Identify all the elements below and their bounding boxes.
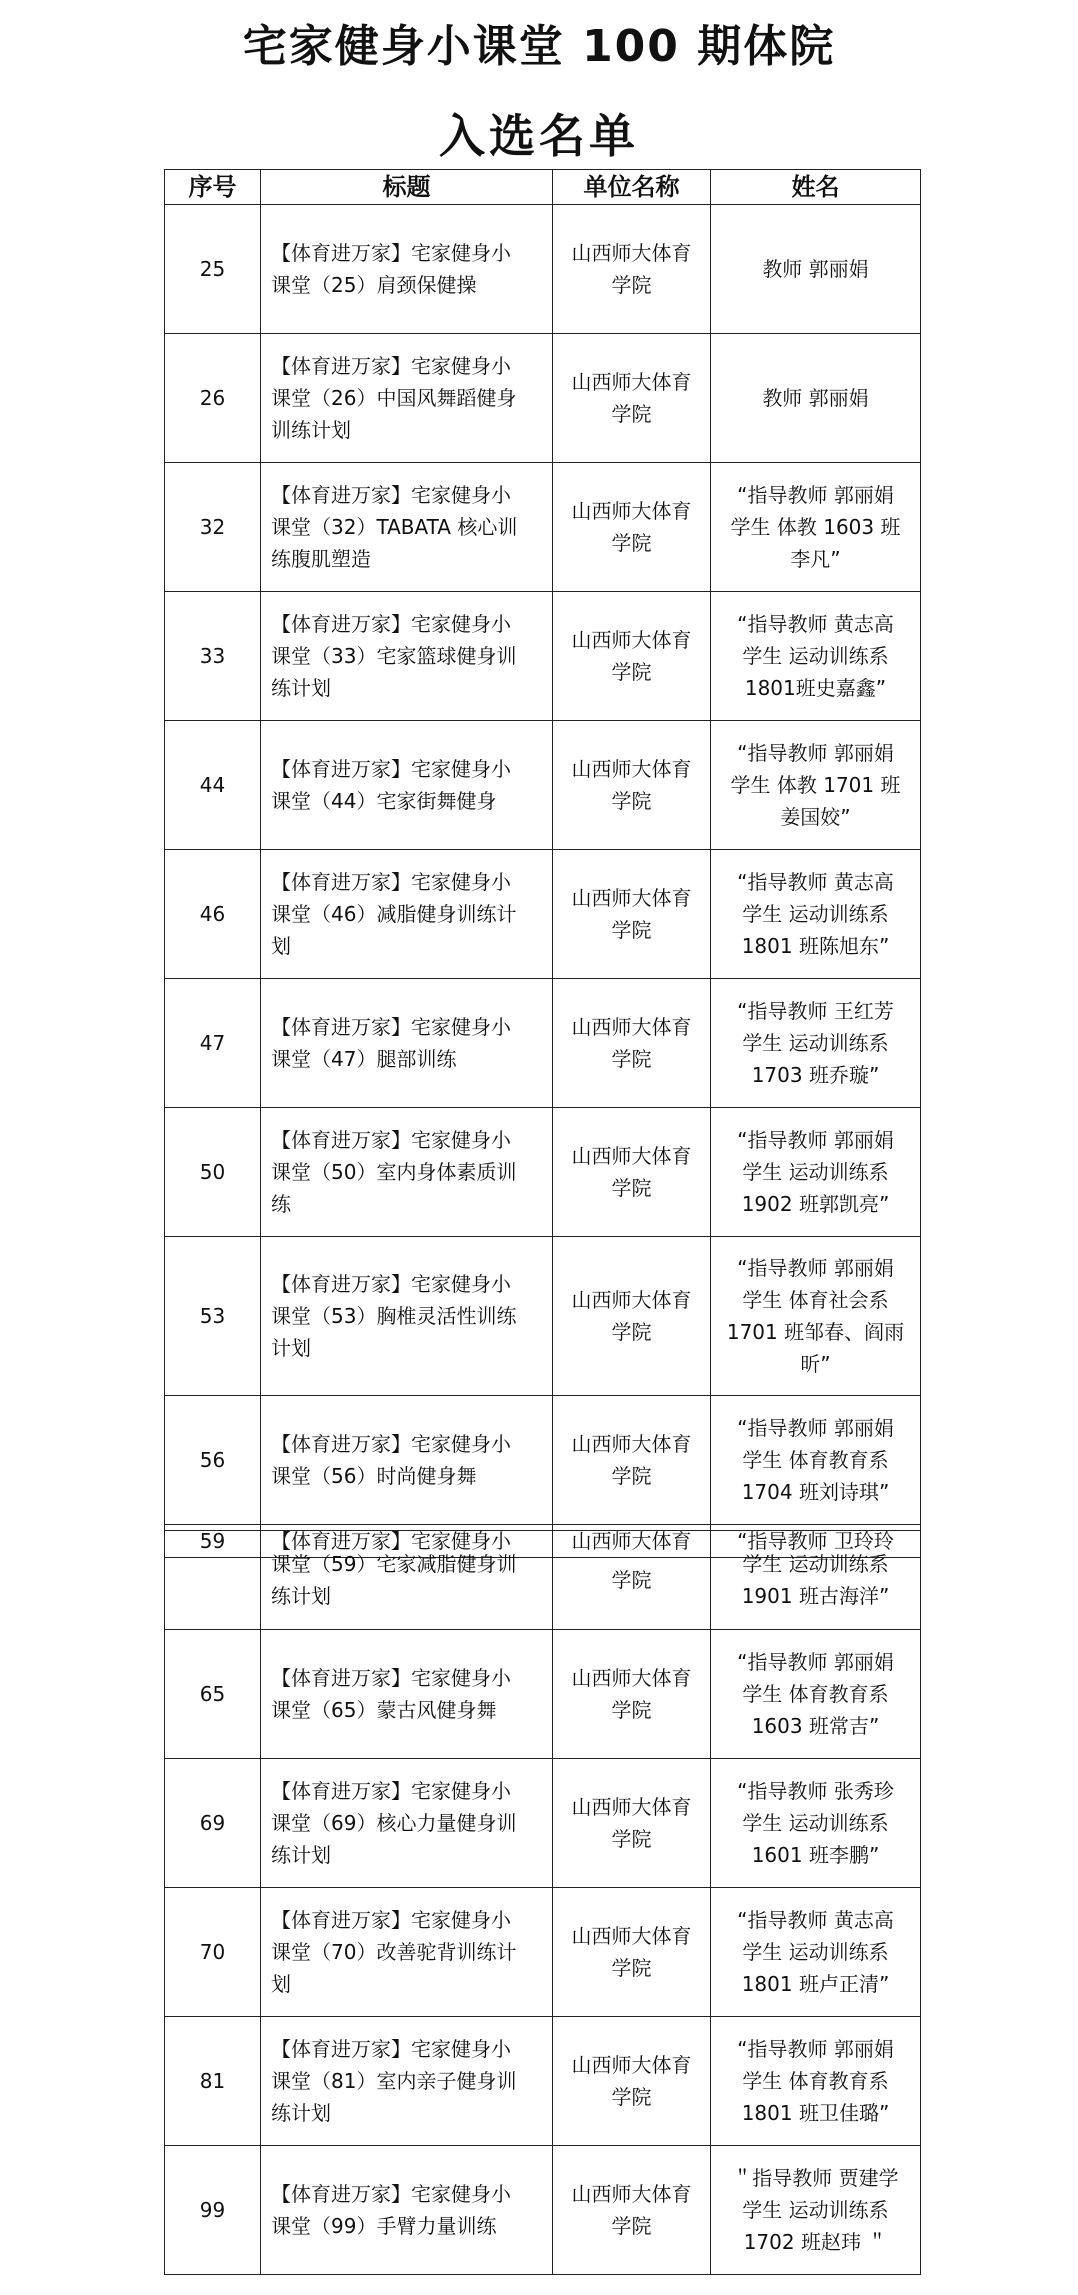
unit-line: 山西师大体育	[571, 1015, 692, 1039]
name-line: “指导教师 郭丽娟	[737, 2037, 894, 2061]
table-row	[165, 592, 921, 721]
title-line: 【体育进万家】宅家健身小	[271, 1432, 511, 1456]
name-cell	[711, 334, 921, 463]
title-line: 课堂（32）TABATA 核心训	[271, 515, 518, 539]
name-cell	[711, 979, 921, 1108]
unit-line: 学院	[611, 1568, 652, 1592]
name-line: 学生 运动训练系	[742, 1160, 889, 1184]
unit-cell	[553, 463, 711, 592]
title-line: 课堂（59）宅家减脂健身训	[271, 1552, 517, 1576]
title-line: 【体育进万家】宅家健身小	[271, 1666, 511, 1690]
unit-line: 学院	[611, 1176, 652, 1200]
name-cell	[711, 592, 921, 721]
unit-line: 学院	[611, 1464, 652, 1488]
name-line: 学生 运动训练系	[742, 902, 889, 926]
name-line: 1603 班常吉”	[751, 1714, 880, 1738]
title-line: 课堂（50）室内身体素质训	[271, 1160, 517, 1184]
name-line: 学生 体教 1603 班	[730, 515, 901, 539]
title-line: 课堂（53）胸椎灵活性训练	[271, 1304, 517, 1328]
seq-cell: 25	[165, 205, 261, 334]
title-cell	[261, 1531, 553, 1630]
table-row	[165, 2146, 921, 2275]
header-title: 标题	[261, 170, 553, 205]
name-line: “指导教师 郭丽娟	[737, 483, 894, 507]
unit-line: 山西师大体育	[571, 1795, 692, 1819]
table-row	[165, 463, 921, 592]
table-row	[165, 334, 921, 463]
title-line: 课堂（25）肩颈保健操	[271, 273, 477, 297]
name-cell	[711, 205, 921, 334]
title-line: 【体育进万家】宅家健身小	[271, 483, 511, 507]
name-line: “指导教师 郭丽娟	[737, 1128, 894, 1152]
name-line: 学生 运动训练系	[742, 2198, 889, 2222]
name-line: 1801 班陈旭东”	[741, 934, 890, 958]
title-cell	[261, 721, 553, 850]
name-line: “指导教师 张秀珍	[737, 1779, 894, 1803]
unit-line: 学院	[611, 1827, 652, 1851]
title-line: 划	[271, 934, 291, 958]
name-line: 1901 班古海洋”	[741, 1584, 890, 1608]
name-cell	[711, 1108, 921, 1237]
document-subtitle: 入选名单	[439, 109, 639, 163]
seq-cell: 81	[165, 2017, 261, 2146]
title-line: 练	[271, 1192, 291, 1216]
name-cell	[711, 2146, 921, 2275]
unit-cell	[553, 2017, 711, 2146]
roster-table	[164, 169, 921, 1558]
table-row	[165, 850, 921, 979]
unit-line: 山西师大体育	[571, 2182, 692, 2206]
title-line: 【体育进万家】宅家健身小	[271, 1015, 511, 1039]
unit-cell	[553, 1396, 711, 1525]
title-line: 【体育进万家】宅家健身小	[271, 1908, 511, 1932]
title-line: 计划	[271, 1336, 311, 1360]
name-line: 昕”	[800, 1352, 831, 1376]
unit-line: 山西师大体育	[571, 886, 692, 910]
seq-cell: 26	[165, 334, 261, 463]
name-line: 李凡”	[790, 547, 841, 571]
table-header-row	[165, 170, 921, 205]
title-line: 练腹肌塑造	[271, 547, 371, 571]
title-cell	[261, 850, 553, 979]
title-line: 【体育进万家】宅家健身小	[271, 1128, 511, 1152]
unit-line: 学院	[611, 2085, 652, 2109]
title-line: 【体育进万家】宅家健身小	[271, 757, 511, 781]
unit-line: 山西师大体育	[571, 1288, 692, 1312]
unit-cell	[553, 721, 711, 850]
header-name: 姓名	[711, 170, 921, 205]
seq-cell: 70	[165, 1888, 261, 2017]
seq-cell: 50	[165, 1108, 261, 1237]
title-cell	[261, 979, 553, 1108]
title-line: 课堂（81）室内亲子健身训	[271, 2069, 517, 2093]
unit-line: 山西师大体育	[571, 241, 692, 265]
seq-cell: 65	[165, 1630, 261, 1759]
title-line: 练计划	[271, 1843, 331, 1867]
title-line: 课堂（47）腿部训练	[271, 1047, 457, 1071]
unit-cell	[553, 592, 711, 721]
unit-cell	[553, 1759, 711, 1888]
name-line: 1704 班刘诗琪”	[741, 1480, 890, 1504]
title-line: 【体育进万家】宅家健身小	[271, 870, 511, 894]
name-line: “指导教师 黄志高	[737, 612, 894, 636]
title-cell	[261, 334, 553, 463]
name-line: 1902 班郭凯亮”	[741, 1192, 890, 1216]
unit-cell	[553, 850, 711, 979]
unit-line: 山西师大体育	[571, 370, 692, 394]
title-cell	[261, 205, 553, 334]
title-line: 划	[271, 1972, 291, 1996]
unit-line: 山西师大体育	[571, 2053, 692, 2077]
table-row	[165, 205, 921, 334]
title-line: 【体育进万家】宅家健身小	[271, 2182, 511, 2206]
name-line: 1801 班卢正清”	[741, 1972, 890, 1996]
name-line: 1601 班李鹏”	[751, 1843, 880, 1867]
roster-table-continued	[164, 1530, 921, 2275]
unit-line: 学院	[611, 1956, 652, 1980]
name-line: 学生 运动训练系	[742, 1552, 889, 1576]
title-cell	[261, 1759, 553, 1888]
title-line: 课堂（46）减脂健身训练计	[271, 902, 517, 926]
header-seq: 序号	[165, 170, 261, 205]
unit-line: 学院	[611, 1320, 652, 1344]
unit-cell	[553, 979, 711, 1108]
seq-cell: 44	[165, 721, 261, 850]
table-row	[165, 1531, 921, 1630]
name-line: 学生 运动训练系	[742, 1940, 889, 1964]
title-line: 【体育进万家】宅家健身小	[271, 241, 511, 265]
name-line: 1702 班赵玮 ＂	[743, 2230, 888, 2254]
title-cell	[261, 2146, 553, 2275]
title-line: 练计划	[271, 2101, 331, 2125]
unit-cell	[553, 1108, 711, 1237]
name-line: “指导教师 王红芳	[737, 999, 894, 1023]
unit-line: 学院	[611, 918, 652, 942]
name-line: “指导教师 卫玲玲	[737, 1529, 894, 1553]
name-line: “指导教师 郭丽娟	[737, 1650, 894, 1674]
title-line: 【体育进万家】宅家健身小	[271, 1779, 511, 1803]
name-cell	[711, 463, 921, 592]
unit-line: 山西师大体育	[571, 757, 692, 781]
title-line: 课堂（69）核心力量健身训	[271, 1811, 517, 1835]
unit-line: 山西师大体育	[571, 1144, 692, 1168]
unit-line: 山西师大体育	[571, 499, 692, 523]
name-line: “指导教师 郭丽娟	[737, 1256, 894, 1280]
name-cell	[711, 1396, 921, 1525]
name-line: ＂指导教师 贾建学	[732, 2166, 899, 2190]
seq-cell: 56	[165, 1396, 261, 1525]
seq-cell: 99	[165, 2146, 261, 2275]
header-unit: 单位名称	[553, 170, 711, 205]
title-cell	[261, 1108, 553, 1237]
name-line: 1801班史嘉鑫”	[744, 676, 887, 700]
unit-line: 学院	[611, 273, 652, 297]
table-row	[165, 1759, 921, 1888]
name-cell	[711, 1237, 921, 1396]
title-line: 课堂（33）宅家篮球健身训	[271, 644, 517, 668]
name-line: 学生 体育教育系	[742, 2069, 889, 2093]
seq-cell: 32	[165, 463, 261, 592]
name-line: 1701 班邹春、阎雨	[726, 1320, 905, 1344]
table-row	[165, 1108, 921, 1237]
title-line: 练计划	[271, 1584, 331, 1608]
name-cell	[711, 1531, 921, 1630]
name-cell	[711, 1888, 921, 2017]
table-row	[165, 2017, 921, 2146]
unit-cell	[553, 1630, 711, 1759]
unit-line: 学院	[611, 789, 652, 813]
name-cell	[711, 1759, 921, 1888]
unit-line: 学院	[611, 1047, 652, 1071]
seq-cell: 69	[165, 1759, 261, 1888]
title-cell	[261, 1396, 553, 1525]
title-line: 训练计划	[271, 418, 351, 442]
title-line: 课堂（44）宅家街舞健身	[271, 789, 497, 813]
seq-cell: 53	[165, 1237, 261, 1396]
seq-cell: 47	[165, 979, 261, 1108]
name-line: 1703 班乔璇”	[751, 1063, 880, 1087]
table-row	[165, 1237, 921, 1396]
title-line: 【体育进万家】宅家健身小	[271, 354, 511, 378]
seq-cell: 59	[165, 1525, 261, 1558]
name-line: “指导教师 郭丽娟	[737, 1416, 894, 1440]
name-cell	[711, 721, 921, 850]
name-cell	[711, 850, 921, 979]
unit-line: 山西师大体育	[571, 1924, 692, 1948]
name-line: 教师 郭丽娟	[762, 257, 869, 281]
name-line: 学生 运动训练系	[742, 1811, 889, 1835]
title-cell	[261, 592, 553, 721]
unit-cell	[553, 334, 711, 463]
name-cell	[711, 1630, 921, 1759]
name-line: 学生 体育教育系	[742, 1448, 889, 1472]
name-line: 学生 体教 1701 班	[730, 773, 901, 797]
table-row	[165, 1396, 921, 1525]
unit-cell	[553, 1237, 711, 1396]
unit-line: 学院	[611, 531, 652, 555]
title-line: 练计划	[271, 676, 331, 700]
title-line: 【体育进万家】宅家健身小	[271, 612, 511, 636]
name-line: 学生 运动训练系	[742, 644, 889, 668]
name-line: 1801 班卫佳璐”	[741, 2101, 890, 2125]
unit-line: 学院	[611, 2214, 652, 2238]
table-row	[165, 1630, 921, 1759]
title-cell	[261, 1237, 553, 1396]
seq-cell: 33	[165, 592, 261, 721]
unit-line: 山西师大体育	[571, 1666, 692, 1690]
name-line: “指导教师 郭丽娟	[737, 741, 894, 765]
table-row	[165, 721, 921, 850]
name-line: “指导教师 黄志高	[737, 870, 894, 894]
title-line: 课堂（65）蒙古风健身舞	[271, 1698, 497, 1722]
seq-cell: 46	[165, 850, 261, 979]
title-line: 课堂（70）改善驼背训练计	[271, 1940, 517, 1964]
name-line: 学生 体育教育系	[742, 1682, 889, 1706]
title-line: 课堂（26）中国风舞蹈健身	[271, 386, 517, 410]
title-cell	[261, 2017, 553, 2146]
unit-cell	[553, 1531, 711, 1630]
table-row	[165, 1888, 921, 2017]
unit-line: 山西师大体育	[571, 1529, 692, 1553]
document-title: 宅家健身小课堂 100 期体院	[242, 21, 836, 72]
table-row	[165, 979, 921, 1108]
title-line: 课堂（56）时尚健身舞	[271, 1464, 477, 1488]
seq-cell	[165, 1531, 261, 1630]
name-line: 学生 运动训练系	[742, 1031, 889, 1055]
title-line: 【体育进万家】宅家健身小	[271, 1529, 511, 1553]
unit-cell	[553, 205, 711, 334]
unit-line: 山西师大体育	[571, 628, 692, 652]
title-line: 课堂（99）手臂力量训练	[271, 2214, 497, 2238]
name-line: 教师 郭丽娟	[762, 386, 869, 410]
unit-cell	[553, 1888, 711, 2017]
unit-cell	[553, 2146, 711, 2275]
title-line: 【体育进万家】宅家健身小	[271, 1272, 511, 1296]
name-cell	[711, 2017, 921, 2146]
title-line: 【体育进万家】宅家健身小	[271, 2037, 511, 2061]
name-line: 姜国姣”	[780, 805, 851, 829]
name-line: “指导教师 黄志高	[737, 1908, 894, 1932]
unit-line: 学院	[611, 1698, 652, 1722]
unit-line: 山西师大体育	[571, 1432, 692, 1456]
title-cell	[261, 463, 553, 592]
unit-line: 学院	[611, 660, 652, 684]
unit-line: 学院	[611, 402, 652, 426]
name-line: 学生 体育社会系	[742, 1288, 889, 1312]
title-cell	[261, 1888, 553, 2017]
title-cell	[261, 1630, 553, 1759]
